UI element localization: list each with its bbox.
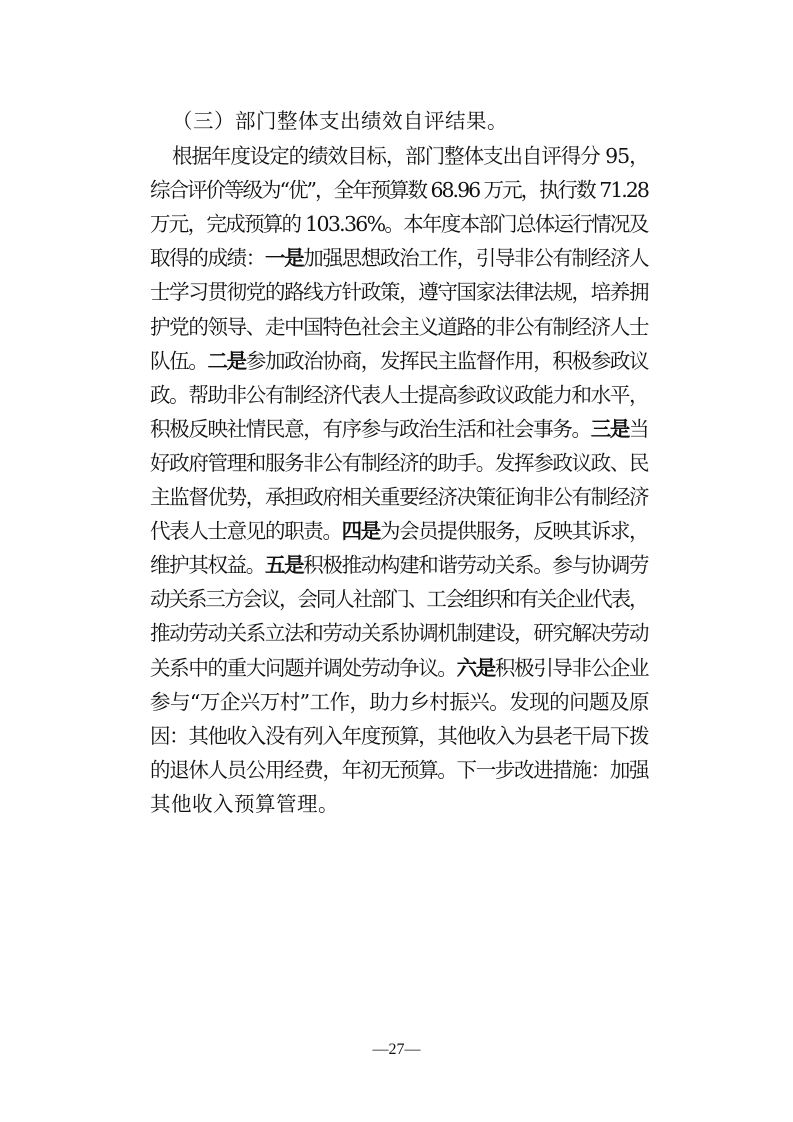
text-segment: 主监督优势，承担政府相关重要经济决策征询非公有制经济: [150, 485, 649, 509]
text-line: [150, 516, 648, 546]
bold-keyword: 三是: [590, 416, 630, 441]
page-number: —27—: [372, 1041, 421, 1058]
text-segment: 好政府管理和服务非公有制经济的助手。发挥参政议政、民: [150, 450, 649, 475]
section-heading: （三）部门整体支出绩效自评结果。: [172, 109, 508, 133]
text-line: [150, 414, 648, 444]
text-line: [150, 687, 649, 717]
text-segment: 队伍。: [150, 348, 208, 373]
bold-keyword: 一是: [264, 246, 304, 271]
text-line: [150, 380, 648, 410]
bold-keyword: 四是: [341, 519, 380, 544]
text-segment: 万元，完成预算的 103.36%。本年度本部门总体运行情况及: [150, 212, 648, 237]
text-segment: 积极推动构建和谐劳动关系。参与协调劳: [303, 553, 649, 578]
text-segment: 维护其权益。: [150, 553, 265, 578]
text-segment: 为会员提供服务，反映其诉求，: [379, 519, 649, 544]
text-line: [150, 721, 648, 751]
text-line: [150, 448, 648, 478]
text-line: [172, 141, 649, 171]
text-segment: 其他收入预算管理。: [150, 791, 339, 816]
text-line: [150, 550, 648, 580]
text-line: [150, 175, 648, 205]
text-segment: 综合评价等级为“优”，全年预算数 68.96 万元，执行数 71.28: [150, 178, 648, 203]
text-segment: 关系中的重大问题并调处劳动争议。: [150, 655, 457, 680]
text-line: [150, 312, 648, 342]
text-segment: 士学习贯彻党的路线方针政策，遵守国家法律法规，培养拥: [150, 280, 649, 305]
bold-keyword: 五是: [264, 553, 304, 578]
bold-keyword: 二是: [207, 348, 246, 373]
bold-keyword: 六是: [456, 655, 495, 680]
text-segment: 参与“万企兴万村”工作，助力乡村振兴。发现的问题及原: [150, 689, 649, 714]
text-segment: 的退休人员公用经费，年初无预算。下一步改进措施：加强: [150, 757, 649, 782]
text-line: [150, 653, 648, 683]
text-segment: 取得的成绩：: [150, 246, 265, 271]
text-segment: 积极反映社情民意，有序参与政治生活和社会事务。: [150, 416, 591, 441]
text-line: [150, 277, 648, 307]
text-segment: 政。帮助非公有制经济代表人士提高参政议政能力和水平，: [150, 382, 649, 407]
text-segment: 护党的领导、走中国特色社会主义道路的非公有制经济人士: [150, 314, 649, 339]
text-line: [150, 755, 648, 785]
text-line: [150, 618, 648, 648]
text-segment: 推动劳动关系立法和劳动关系协调机制建设，研究解决劳动: [150, 621, 649, 646]
text-segment: 加强思想政治工作，引导非公有制经济人: [303, 246, 649, 271]
text-segment: 根据年度设定的绩效目标，部门整体支出自评得分 95，: [172, 144, 649, 168]
text-segment: 积极引导非公企业: [494, 655, 649, 680]
text-segment: 当: [629, 416, 649, 441]
text-line: [150, 209, 648, 239]
text-line: [150, 584, 647, 614]
text-segment: 代表人士意见的职责。: [150, 519, 342, 544]
text-line: [150, 789, 339, 819]
text-line: [150, 482, 648, 512]
text-line: [150, 243, 648, 273]
text-line: [150, 346, 648, 376]
text-segment: 动关系三方会议，会同人社部门、工会组织和有关企业代表，: [150, 587, 648, 612]
text-segment: 因：其他收入没有列入年度预算，其他收入为县老干局下拨: [150, 723, 649, 748]
text-segment: 参加政治协商，发挥民主监督作用，积极参政议: [245, 348, 649, 373]
